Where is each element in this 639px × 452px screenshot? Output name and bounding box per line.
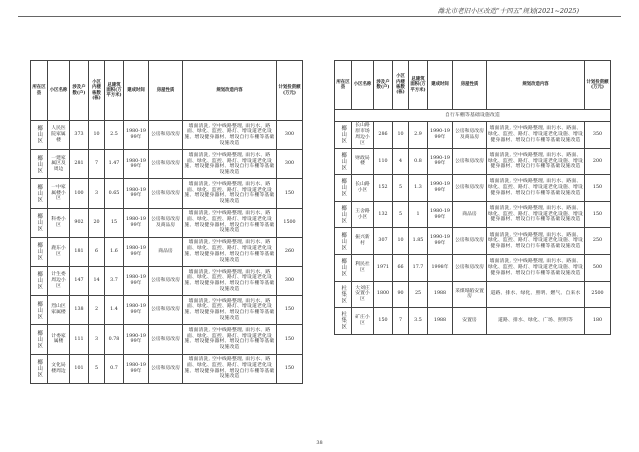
nature-cell: 公房和房改房及商品房 <box>149 208 183 237</box>
name-cell: 文化局楼周边 <box>48 354 70 383</box>
buildings-cell: 6 <box>89 237 105 266</box>
investment-cell: 250 <box>585 228 611 255</box>
column-header: 所在区县 <box>31 61 48 121</box>
district-cell: 椰山区 <box>335 148 352 175</box>
table-body-right <box>335 110 611 335</box>
content-cell: 墙面清洗, 空中线路整理, 雨污水、路面、绿化、监控、路灯、增设道老化设施、增设健身器材、增设自行车棚等基础设施改造 <box>183 296 277 325</box>
households-cell: 150 <box>374 308 393 335</box>
area-cell: 1 <box>409 201 428 228</box>
area-cell: 0.65 <box>105 179 124 208</box>
investment-cell: 300 <box>277 150 303 179</box>
households-cell: 110 <box>374 148 393 175</box>
area-cell: 2.9 <box>409 122 428 149</box>
area-cell: 1.4 <box>105 296 124 325</box>
district-cell: 椰山区 <box>335 228 352 255</box>
nature-cell: 公房和房改房 <box>149 354 183 383</box>
plan-table-left <box>30 60 303 384</box>
year-cell: 1990-1999年 <box>428 148 453 175</box>
year-cell: 1990-1999年 <box>428 175 453 202</box>
content-cell: 墙面清洗, 空中线路整理, 雨污水、路面、绿化、监控、路灯、增设道老化设施、增设健身器材、增设自行车棚等基础设施改造 <box>183 354 277 383</box>
content-cell: 墙面清洗, 空中线路整理, 雨污水、路面、绿化、监控、路灯、增设道老化设施、增设健身器材、增设自行车棚等基础设施改造 <box>183 150 277 179</box>
year-cell: 1988 <box>428 281 453 308</box>
column-header: 房屋性质 <box>453 61 487 110</box>
district-cell: 椰山区 <box>335 201 352 228</box>
table-row <box>31 208 303 237</box>
nature-cell: 公房和房改房及商品房 <box>453 122 487 149</box>
content-cell: 墙面清洗, 空中线路整理, 雨污水、路面、绿化、监控、路灯、增设道老化设施、增设健身器材、增设自行车棚等基础设施改造 <box>183 121 277 150</box>
year-cell: 1990-1999年 <box>428 122 453 149</box>
nature-cell: 公房和房改房 <box>453 175 487 202</box>
households-cell: 181 <box>70 237 89 266</box>
column-header: 小区名称 <box>48 61 70 121</box>
households-cell: 1971 <box>374 254 393 281</box>
year-cell: 1998年 <box>428 254 453 281</box>
investment-cell: 2500 <box>585 281 611 308</box>
district-cell: 椰山区 <box>31 237 48 266</box>
table-row <box>335 175 611 202</box>
table-row <box>31 150 303 179</box>
district-cell: 椰山区 <box>31 325 48 354</box>
buildings-cell: 5 <box>89 354 105 383</box>
column-header: 小区内楼栋数(栋) <box>393 61 409 110</box>
households-cell: 138 <box>70 296 89 325</box>
buildings-cell: 7 <box>89 150 105 179</box>
area-cell: 0.7 <box>105 354 124 383</box>
plan-table-right <box>334 60 611 335</box>
area-cell: 25 <box>409 281 428 308</box>
content-cell: 墙面清洗, 空中线路整理, 雨污水、路面、绿化、监控、路灯、增设道老化设施、增设健身器材、增设自行车棚等基础设施改造 <box>183 266 277 295</box>
year-cell: 1980-1999年 <box>124 121 149 150</box>
column-header: 总建筑面积(万平方米) <box>409 61 428 110</box>
district-cell: 椰山区 <box>31 354 48 383</box>
households-cell: 101 <box>70 354 89 383</box>
nature-cell: 商品房 <box>149 237 183 266</box>
area-cell: 17.7 <box>409 254 428 281</box>
nature-cell: 公房和房改房 <box>453 228 487 255</box>
area-cell: 3.7 <box>105 266 124 295</box>
district-cell: 椰山区 <box>31 150 48 179</box>
buildings-cell: 4 <box>393 148 409 175</box>
name-cell: 烈山区家属楼 <box>48 296 70 325</box>
investment-cell: 150 <box>585 201 611 228</box>
district-cell: 椰山区 <box>31 296 48 325</box>
name-cell: 计生委周边小区 <box>48 266 70 295</box>
households-cell: 132 <box>374 201 393 228</box>
content-cell: 墙面清洗, 空中线路整理, 雨污水、路面、绿化、监控、路灯、增设道老化设施、增设健身器材、增设自行车棚等基础设施改造 <box>487 175 585 202</box>
content-cell: 墙面清洗, 空中线路整理, 雨污水、路面、绿化、监控、路灯、增设道老化设施、增设健身器材、增设自行车棚等基础设施改造 <box>183 237 277 266</box>
column-header: 规划改造内容 <box>183 61 277 121</box>
column-header: 小区内楼栋数(栋) <box>89 61 105 121</box>
content-cell: 墙面清洗, 空中线路整理, 雨污水、路面、绿化、监控、路灯、增设道老化设施、增设健身器材、增设自行车棚等基础设施改造 <box>487 228 585 255</box>
column-header: 建成时间 <box>124 61 149 121</box>
table-row <box>31 237 303 266</box>
year-cell: 1980-1999年 <box>124 179 149 208</box>
investment-cell: 200 <box>585 148 611 175</box>
area-cell: 3.5 <box>409 308 428 335</box>
buildings-cell: 10 <box>393 228 409 255</box>
year-cell: 1980-1999年 <box>124 237 149 266</box>
name-cell: 长山路原市场周边小区 <box>352 122 374 149</box>
table-row <box>335 281 611 308</box>
content-cell: 墙面清洗, 空中线路整理, 雨污水、路面、绿化、监控、路灯、增设道老化设施、增设健身器材、增设自行车棚等基础设施改造 <box>183 325 277 354</box>
name-cell: 人民医院家属楼 <box>48 121 70 150</box>
year-cell: 1990-1999年 <box>428 228 453 255</box>
table-row <box>335 122 611 149</box>
name-cell: 计委家属楼 <box>48 325 70 354</box>
buildings-cell: 7 <box>393 308 409 335</box>
investment-cell: 300 <box>277 121 303 150</box>
nature-cell: 公房和房改房 <box>149 121 183 150</box>
buildings-cell: 20 <box>89 208 105 237</box>
district-cell: 杜集区 <box>335 281 352 308</box>
investment-cell: 500 <box>585 254 611 281</box>
households-cell: 100 <box>70 179 89 208</box>
district-cell: 椰山区 <box>31 179 48 208</box>
nature-cell: 公房和房改房 <box>453 148 487 175</box>
name-cell: 利民社区 <box>352 254 374 281</box>
year-cell: 1980-1999年 <box>124 354 149 383</box>
continuation-note-row <box>335 110 611 122</box>
investment-cell: 150 <box>277 354 303 383</box>
district-cell: 椰山区 <box>335 175 352 202</box>
continuation-note: 自行车棚等基础设施改造 <box>335 110 611 122</box>
nature-cell: 公房和房改房 <box>149 150 183 179</box>
content-cell: 墙面清洗, 空中线路整理, 雨污水、路面、绿化、监控、路灯、增设道老化设施、增设健身器材、增设自行车棚等基础设施改造 <box>183 179 277 208</box>
households-cell: 147 <box>70 266 89 295</box>
header-rule <box>18 16 621 17</box>
nature-cell: 公房和房改房 <box>149 296 183 325</box>
table-row <box>31 266 303 295</box>
area-cell: 15 <box>105 208 124 237</box>
households-cell: 1800 <box>374 281 393 308</box>
year-cell: 1980-1999年 <box>124 266 149 295</box>
investment-cell: 150 <box>277 179 303 208</box>
year-cell: 1980-1999年 <box>124 208 149 237</box>
table-header-row <box>335 61 611 110</box>
households-cell: 152 <box>374 175 393 202</box>
table-row <box>335 254 611 281</box>
year-cell: 1980-1999年 <box>124 150 149 179</box>
name-cell: 大刘庄安置小区 <box>352 281 374 308</box>
name-cell: 一建家属区及周边 <box>48 150 70 179</box>
column-header: 涉及户数(户) <box>70 61 89 121</box>
table-row <box>335 148 611 175</box>
name-cell: 长山路小区 <box>352 175 374 202</box>
district-cell: 椰山区 <box>335 254 352 281</box>
investment-cell: 150 <box>277 296 303 325</box>
content-cell: 墙面清洗, 空中线路整理, 雨污水、路面、绿化、监控、路灯、增设道老化设施、增设健身器材、增设自行车棚等基础设施改造 <box>487 254 585 281</box>
year-cell: 1990-1999年 <box>124 325 149 354</box>
district-cell: 杜集区 <box>335 308 352 335</box>
name-cell: 鹿东小区 <box>48 237 70 266</box>
nature-cell: 采煤塌陷安置房 <box>453 281 487 308</box>
column-header: 计划投资额(万元) <box>585 61 611 110</box>
buildings-cell: 90 <box>393 281 409 308</box>
table-row <box>31 325 303 354</box>
investment-cell: 260 <box>277 237 303 266</box>
buildings-cell: 10 <box>89 121 105 150</box>
households-cell: 286 <box>374 122 393 149</box>
buildings-cell: 2 <box>89 296 105 325</box>
nature-cell: 公房和房改房 <box>149 179 183 208</box>
year-cell: 1988 <box>428 308 453 335</box>
column-header: 房屋性质 <box>149 61 183 121</box>
area-cell: 0.78 <box>105 325 124 354</box>
area-cell: 1.6 <box>105 237 124 266</box>
year-cell: 1980-1999年 <box>124 296 149 325</box>
nature-cell: 安置房 <box>453 308 487 335</box>
table-row <box>31 179 303 208</box>
area-cell: 1.85 <box>409 228 428 255</box>
nature-cell: 商品房 <box>453 201 487 228</box>
households-cell: 281 <box>70 150 89 179</box>
content-cell: 墙面清洗, 空中线路整理, 雨污水、路面、绿化、监控、路灯、增设道老化设施、增设健身器材、增设自行车棚等基础设施改造 <box>183 208 277 237</box>
households-cell: 902 <box>70 208 89 237</box>
area-cell: 0.8 <box>409 148 428 175</box>
page-number: 38 <box>316 440 323 446</box>
buildings-cell: 66 <box>393 254 409 281</box>
households-cell: 307 <box>374 228 393 255</box>
nature-cell: 公房和房改房 <box>149 325 183 354</box>
households-cell: 373 <box>70 121 89 150</box>
buildings-cell: 10 <box>393 122 409 149</box>
nature-cell: 公房和房改房 <box>453 254 487 281</box>
investment-cell: 300 <box>277 266 303 295</box>
column-header: 总建筑面积(万平方米) <box>105 61 124 121</box>
content-cell: 道路、排水、绿化、广场、照明等 <box>487 308 585 335</box>
table-row <box>31 354 303 383</box>
name-cell: 王舍路小区 <box>352 201 374 228</box>
content-cell: 道路、排水、绿化、照明、燃气、自来水 <box>487 281 585 308</box>
buildings-cell: 14 <box>89 266 105 295</box>
investment-cell: 150 <box>277 325 303 354</box>
investment-cell: 150 <box>585 175 611 202</box>
households-cell: 111 <box>70 325 89 354</box>
area-cell: 1.3 <box>409 175 428 202</box>
table-row <box>335 201 611 228</box>
document-header: 潍北市老旧小区改造“十四五”规划(2021~2025) <box>437 7 579 15</box>
buildings-cell: 3 <box>89 325 105 354</box>
district-cell: 椰山区 <box>31 121 48 150</box>
column-header: 计划投资额(万元) <box>277 61 303 121</box>
area-cell: 2.5 <box>105 121 124 150</box>
year-cell: 1980-1999年 <box>428 201 453 228</box>
name-cell: 振兴新村 <box>352 228 374 255</box>
investment-cell: 180 <box>585 308 611 335</box>
table-row <box>335 228 611 255</box>
nature-cell: 公房和房改房 <box>149 266 183 295</box>
district-cell: 椰山区 <box>31 266 48 295</box>
name-cell: 科委小区 <box>48 208 70 237</box>
name-cell: 矿庄小区 <box>352 308 374 335</box>
investment-cell: 350 <box>585 122 611 149</box>
investment-cell: 1500 <box>277 208 303 237</box>
district-cell: 椰山区 <box>335 122 352 149</box>
name-cell: 一中家属楼小区 <box>48 179 70 208</box>
column-header: 规划改造内容 <box>487 61 585 110</box>
table-row <box>335 308 611 335</box>
column-header: 建成时间 <box>428 61 453 110</box>
district-cell: 椰山区 <box>31 208 48 237</box>
buildings-cell: 3 <box>89 179 105 208</box>
content-cell: 墙面清洗, 空中线路整理, 雨污水、路面、绿化、监控、路灯、增设道老化设施、增设健身器材、增设自行车棚等基础设施改造 <box>487 148 585 175</box>
name-cell: 财政局楼 <box>352 148 374 175</box>
buildings-cell: 5 <box>393 175 409 202</box>
area-cell: 1.47 <box>105 150 124 179</box>
content-cell: 墙面清洗, 空中线路整理, 雨污水、路面、绿化、监控、路灯、增设道老化设施、增设健身器材、增设自行车棚等基础设施改造 <box>487 201 585 228</box>
table-row <box>31 296 303 325</box>
buildings-cell: 5 <box>393 201 409 228</box>
table-row <box>31 121 303 150</box>
column-header: 所在区县 <box>335 61 352 110</box>
content-cell: 墙面清洗, 空中线路整理, 雨污水、路面、绿化、监控、路灯、增设道老化设施、增设健身器材、增设自行车棚等基础设施改造 <box>487 122 585 149</box>
table-body-left <box>31 121 303 384</box>
table-header-row <box>31 61 303 121</box>
column-header: 涉及户数(户) <box>374 61 393 110</box>
column-header: 小区名称 <box>352 61 374 110</box>
